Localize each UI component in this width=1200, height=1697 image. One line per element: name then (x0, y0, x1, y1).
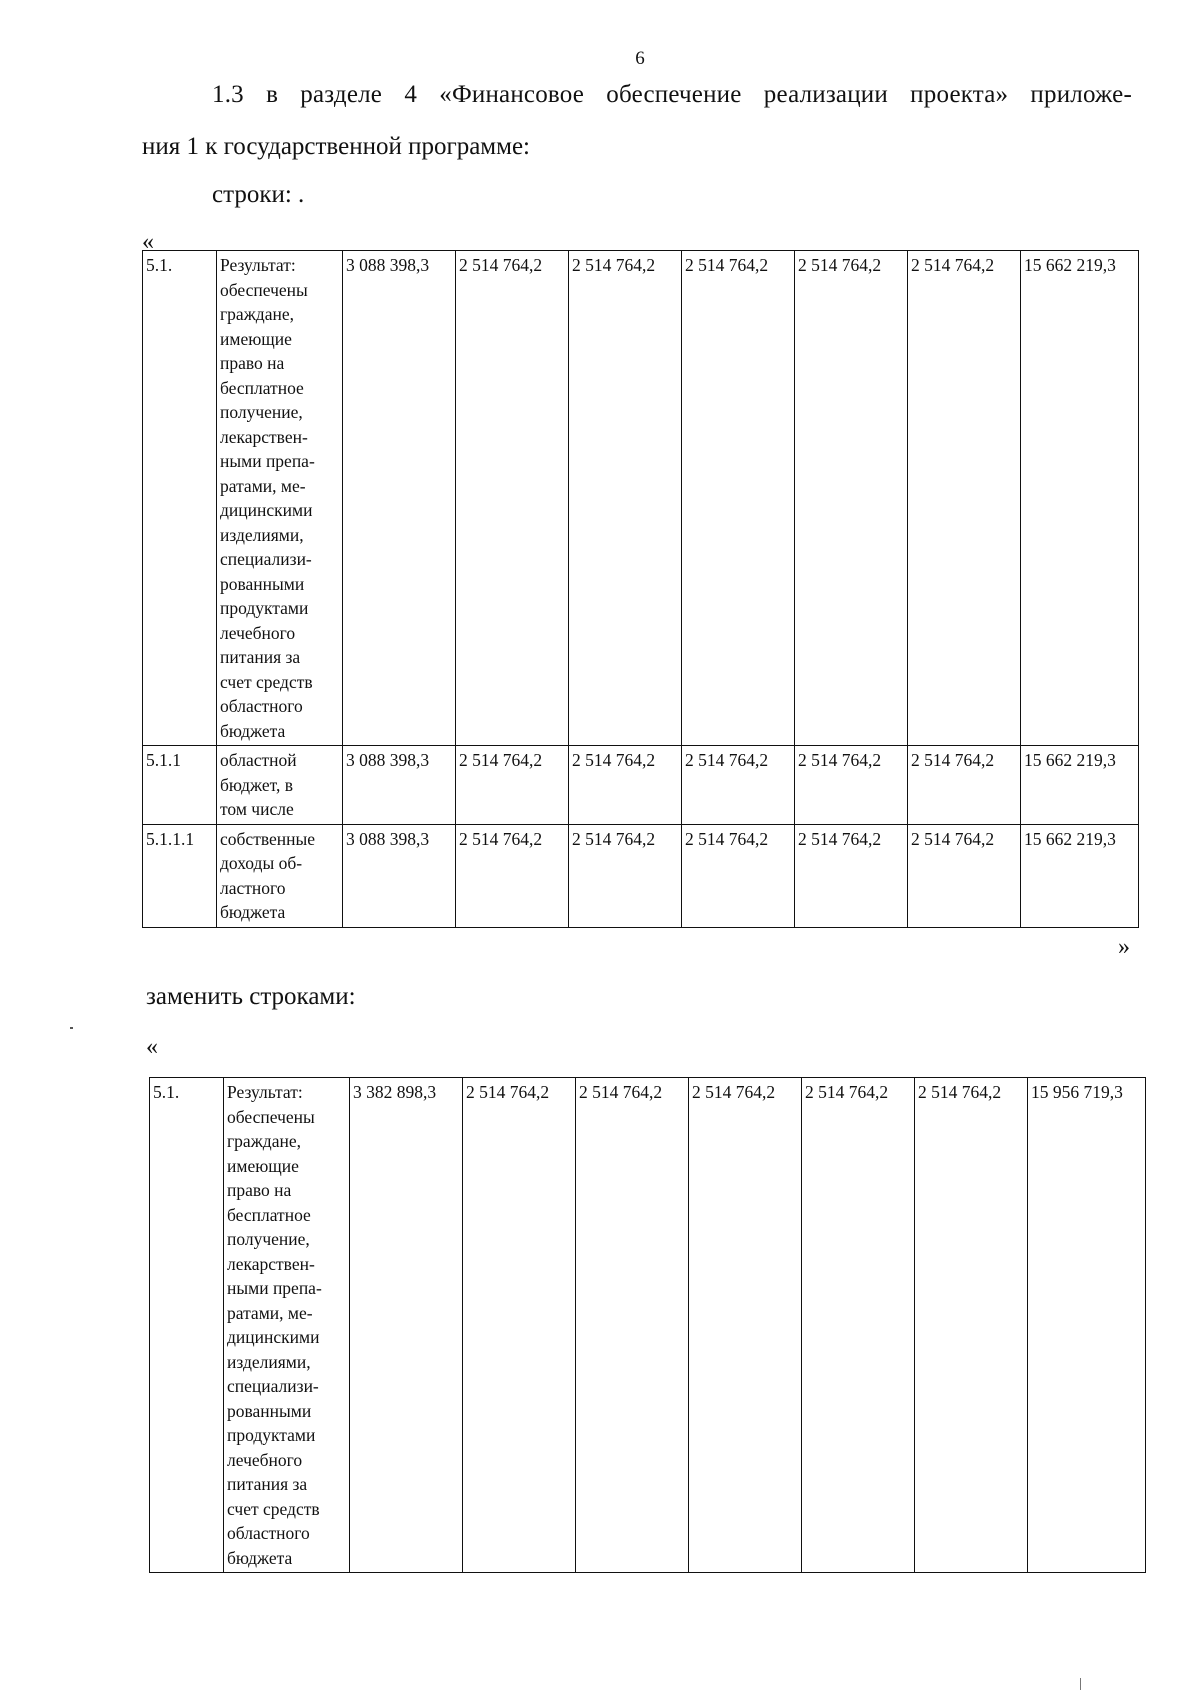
row-value: 2 514 764,2 (908, 746, 1021, 825)
row-value: 3 088 398,3 (343, 824, 456, 927)
row-value: 2 514 764,2 (908, 824, 1021, 927)
new-rows-body (150, 1078, 1146, 1573)
row-value: 3 088 398,3 (343, 746, 456, 825)
row-value: 2 514 764,2 (576, 1078, 689, 1573)
row-code: 5.1.1.1 (143, 824, 217, 927)
row-value: 2 514 764,2 (908, 251, 1021, 746)
intro-line-2: ния 1 к государственной программе: (142, 133, 530, 160)
row-value: 2 514 764,2 (569, 251, 682, 746)
row-value: 2 514 764,2 (463, 1078, 576, 1573)
table-row (143, 251, 1139, 746)
row-value: 2 514 764,2 (682, 746, 795, 825)
row-value: 2 514 764,2 (682, 251, 795, 746)
row-total: 15 662 219,3 (1021, 824, 1139, 927)
row-value: 2 514 764,2 (795, 746, 908, 825)
row-value: 3 088 398,3 (343, 251, 456, 746)
row-value: 2 514 764,2 (689, 1078, 802, 1573)
opening-quote-new: « (146, 1034, 158, 1060)
row-value: 2 514 764,2 (915, 1078, 1028, 1573)
row-code: 5.1.1 (143, 746, 217, 825)
row-value: 2 514 764,2 (456, 746, 569, 825)
intro-line-3: строки: . (212, 181, 305, 208)
row-value: 2 514 764,2 (802, 1078, 915, 1573)
row-code: 5.1. (150, 1078, 224, 1573)
table-row (143, 746, 1139, 825)
old-rows-table (142, 250, 1139, 928)
new-rows-table (149, 1077, 1146, 1573)
row-description: областной бюджет, в том числе (217, 746, 343, 825)
row-value: 2 514 764,2 (456, 824, 569, 927)
old-rows-body (143, 251, 1139, 928)
table-row (143, 824, 1139, 927)
row-value: 2 514 764,2 (569, 824, 682, 927)
table-row (150, 1078, 1146, 1573)
row-code: 5.1. (143, 251, 217, 746)
row-value: 2 514 764,2 (569, 746, 682, 825)
row-total: 15 662 219,3 (1021, 746, 1139, 825)
row-description: Результат: обеспечены граждане, имеющие право на бесплатное получение, лекарствен- ными препа- ратами, ме- дицинскими изделиями, специализи- рованными продуктами лечебного питания за счет средств областного бюджета (224, 1078, 350, 1573)
row-value: 2 514 764,2 (456, 251, 569, 746)
row-value: 2 514 764,2 (795, 824, 908, 927)
row-value: 3 382 898,3 (350, 1078, 463, 1573)
row-total: 15 662 219,3 (1021, 251, 1139, 746)
margin-mark (70, 1027, 73, 1029)
page-number: 6 (635, 48, 645, 69)
row-value: 2 514 764,2 (795, 251, 908, 746)
row-description: Результат: обеспечены граждане, имеющие право на бесплатное получение, лекарствен- ными препа- ратами, ме- дицинскими изделиями, специализи- рованными продуктами лечебного питания за счет средств областного бюджета (217, 251, 343, 746)
row-value: 2 514 764,2 (682, 824, 795, 927)
intro-line-1: 1.3 в разделе 4 «Финансовое обеспечение реализации проекта» приложе- (212, 81, 1132, 108)
corner-mark (1080, 1678, 1081, 1690)
closing-quote-old: » (1118, 934, 1130, 960)
opening-quote-old: « (142, 229, 154, 255)
row-total: 15 956 719,3 (1028, 1078, 1146, 1573)
row-description: собственные доходы об- ластного бюджета (217, 824, 343, 927)
replace-label: заменить строками: (146, 983, 356, 1010)
